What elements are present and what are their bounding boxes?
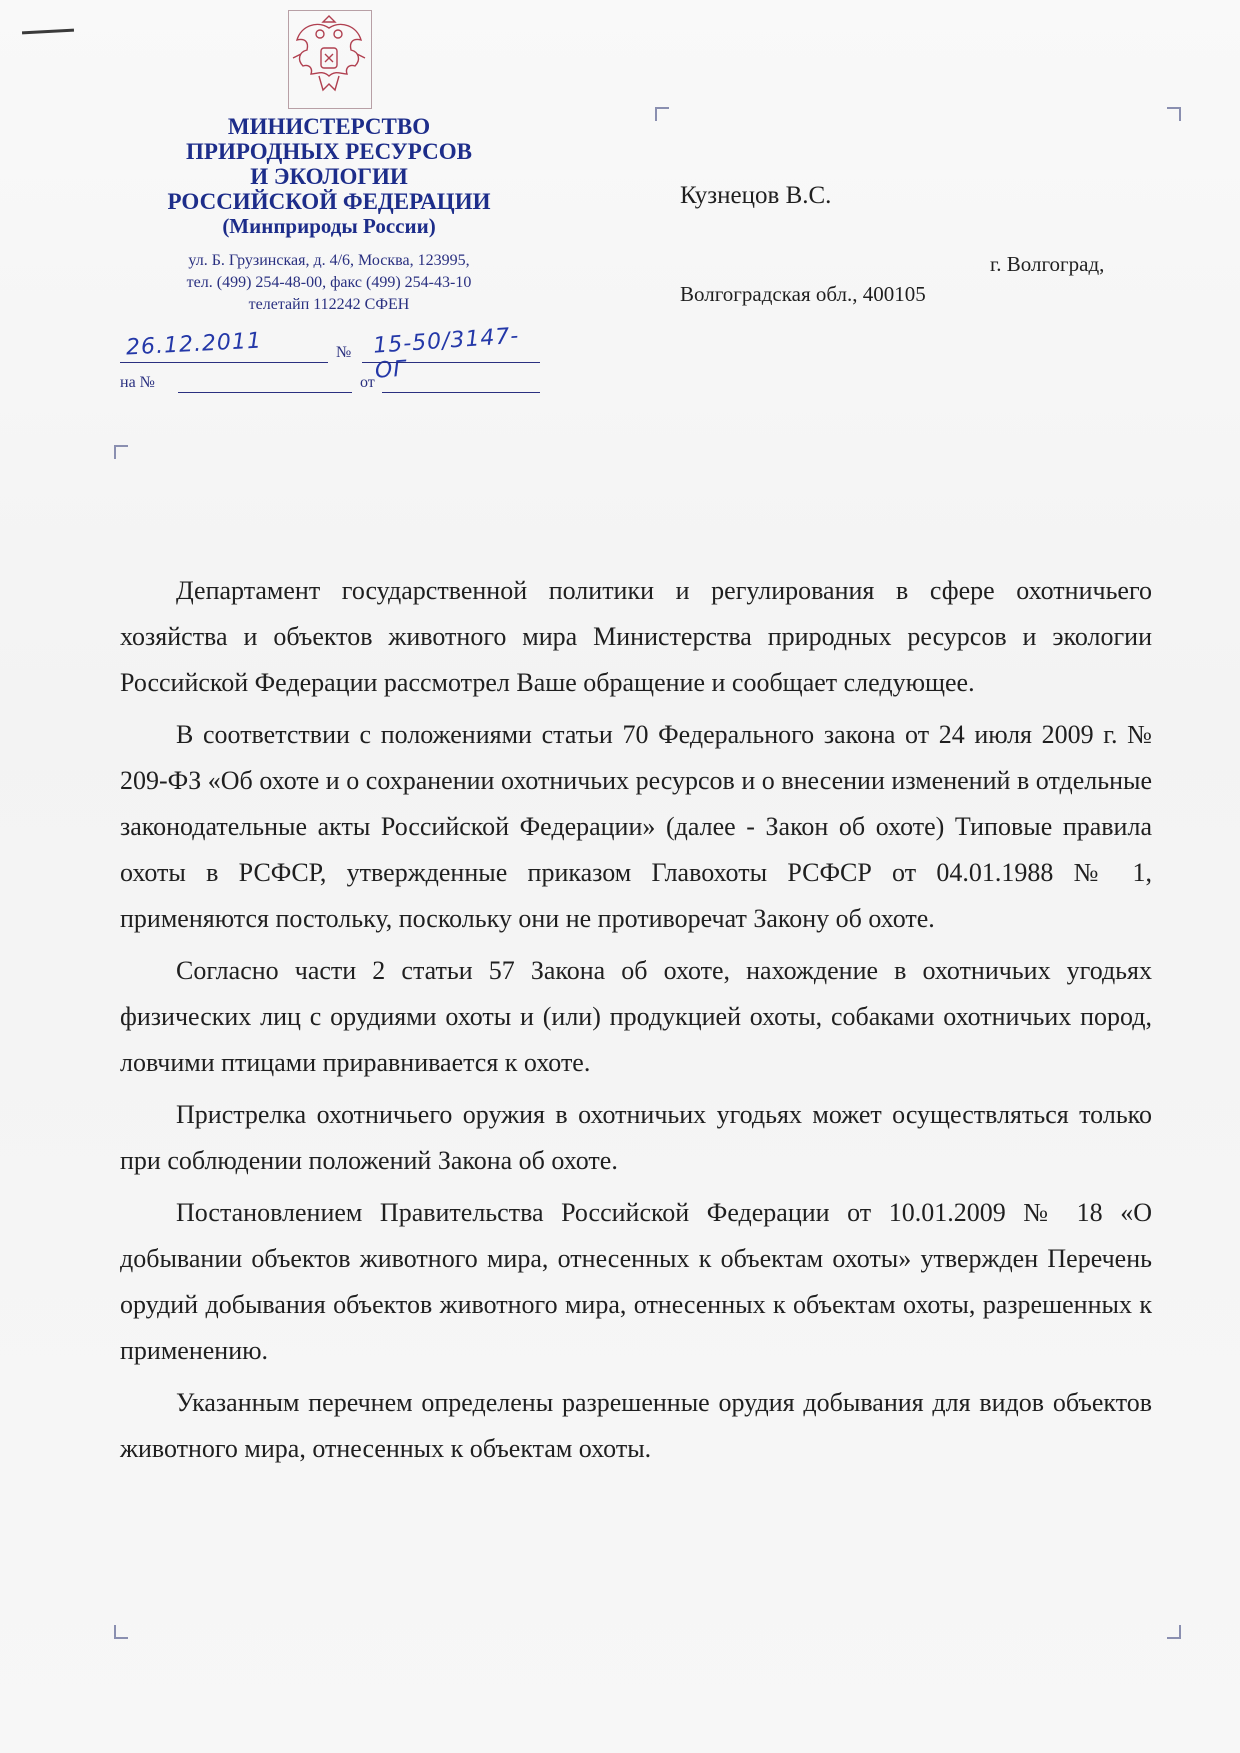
corner-mark bbox=[1167, 1625, 1181, 1639]
ministry-line: ПРИРОДНЫХ РЕСУРСОВ bbox=[186, 139, 472, 164]
body-paragraph: Пристрелка охотничьего оружия в охотничьих угодьях может осуществляться только при соблюдении положений Закона об охоте. bbox=[120, 1100, 1152, 1175]
letter-body bbox=[120, 568, 1152, 1478]
ministry-teletype: телетайп 112242 СФЕН bbox=[248, 296, 410, 313]
number-sign: № bbox=[336, 344, 352, 361]
number-underline bbox=[362, 362, 540, 363]
body-paragraph: В соответствии с положениями статьи 70 Федерального закона от 24 июля 2009 г. № 209-ФЗ «Об охоте и о сохранении охотничьих ресурсов и о внесении изменений в отдельные законодательные акты Российской Федерации» (далее - Закон об охоте) Типовые правила охоты в РСФСР, утвержденные приказом Главохоты РСФСР от 04.01.1988 № 1, применяются постольку, поскольку они не противоречат Закону об охоте. bbox=[120, 720, 1152, 933]
date-underline bbox=[120, 362, 328, 363]
body-paragraph: Постановлением Правительства Российской Федерации от 10.01.2009 № 18 «О добывании объектов животного мира, отнесенных к объектам охоты» утвержден Перечень орудий добывания объектов животного мира, отнесенных к объектам охоты, разрешенных к применению. bbox=[120, 1198, 1152, 1365]
on-number-underline bbox=[178, 392, 352, 393]
from-underline bbox=[382, 392, 540, 393]
ministry-line: МИНИСТЕРСТВО bbox=[227, 114, 431, 139]
body-paragraph: Департамент государственной политики и регулирования в сфере охотничьего хозяйства и объектов животного мира Министерства природных ресурсов и экологии Российской Федерации рассмотрел Ваше обращение и сообщает следующее. bbox=[120, 576, 1152, 697]
body-paragraph: Указанным перечнем определены разрешенные орудия добывания для видов объектов животного мира, отнесенных к объектам охоты. bbox=[120, 1388, 1152, 1463]
on-number-label: на № bbox=[120, 374, 155, 391]
recipient-name: Кузнецов В.С. bbox=[680, 182, 832, 209]
corner-mark bbox=[1167, 107, 1181, 121]
ministry-line: И ЭКОЛОГИИ bbox=[250, 164, 408, 189]
recipient-region: Волгоградская обл., 400105 bbox=[680, 282, 926, 306]
corner-mark bbox=[655, 107, 669, 121]
body-paragraph: Согласно части 2 статьи 57 Закона об охоте, нахождение в охотничьих угодьях физических лиц с орудиями охоты и (или) продукцией охоты, собаками охотничьих пород, ловчими птицами приравнивается к охоте. bbox=[120, 956, 1152, 1077]
from-label: от bbox=[360, 374, 375, 391]
recipient-city: г. Волгоград, bbox=[990, 252, 1105, 276]
handwritten-number: 15-50/3147-ОГ bbox=[372, 323, 521, 384]
russian-coat-of-arms-icon bbox=[287, 10, 371, 108]
ministry-contacts bbox=[120, 250, 538, 316]
ministry-header bbox=[120, 114, 538, 239]
handwritten-date: 26.12.2011 bbox=[125, 328, 263, 361]
scan-artifact bbox=[22, 29, 74, 35]
corner-mark bbox=[114, 445, 128, 459]
ministry-phones: тел. (499) 254-48-00, факс (499) 254-43-10 bbox=[186, 274, 472, 291]
ministry-short-name: (Минприроды России) bbox=[222, 214, 436, 238]
incoming-reference bbox=[120, 372, 540, 402]
ministry-address: ул. Б. Грузинская, д. 4/6, Москва, 123995, bbox=[188, 252, 470, 269]
corner-mark bbox=[114, 1625, 128, 1639]
ministry-line: РОССИЙСКОЙ ФЕДЕРАЦИИ bbox=[167, 189, 491, 214]
